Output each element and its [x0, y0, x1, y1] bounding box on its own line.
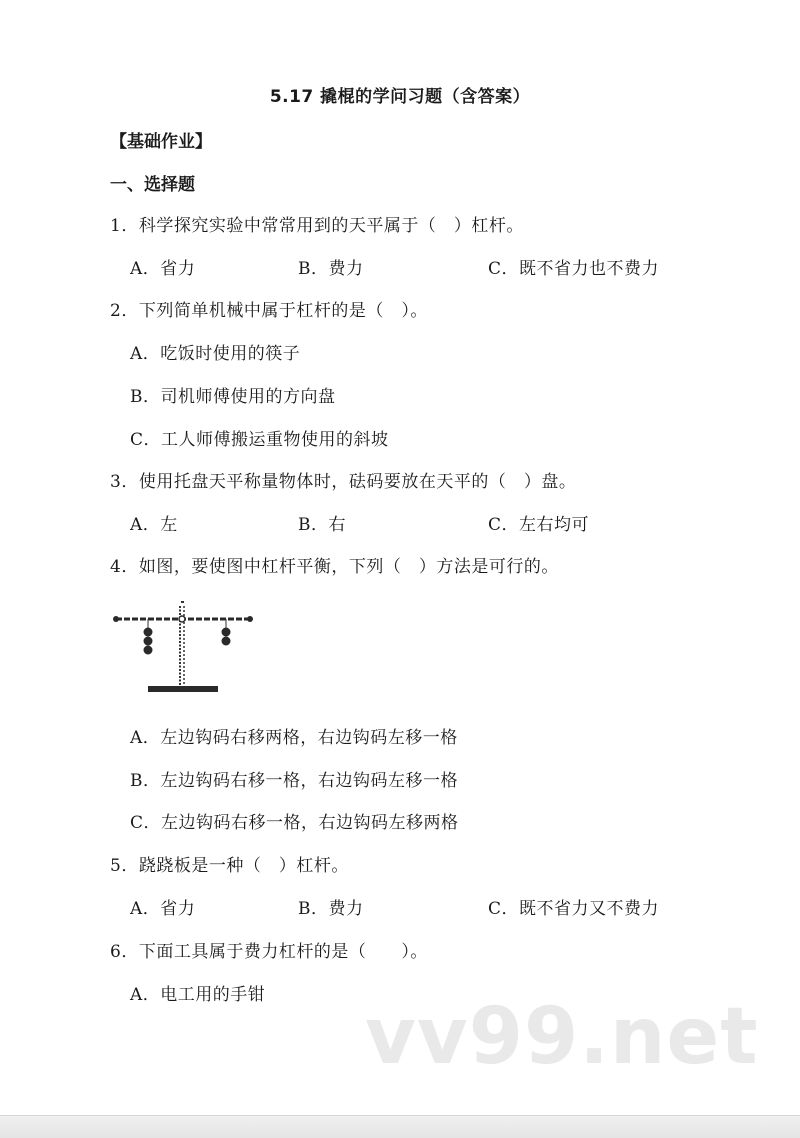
q3-option-a: A．左 — [130, 515, 178, 535]
q2-option-c: C．工人师傅搬运重物使用的斜坡 — [130, 430, 389, 450]
section-heading: 【基础作业】 — [110, 132, 212, 152]
q4-option-c: C．左边钩码右移一格，右边钩码左移两格 — [130, 813, 459, 833]
q1-option-b: B．费力 — [298, 259, 364, 279]
q3-option-b: B．右 — [298, 515, 346, 535]
watermark: vv99.net — [365, 992, 759, 1082]
q4-option-b: B．左边钩码右移一格，右边钩码左移一格 — [130, 771, 458, 791]
lever-base — [148, 686, 218, 692]
q5-option-a: A．省力 — [130, 899, 196, 919]
part-heading: 一、选择题 — [110, 175, 195, 195]
page-bottom-edge — [0, 1115, 800, 1138]
question-3: 3．使用托盘天平称量物体时，砝码要放在天平的（ ）盘。 — [110, 472, 577, 492]
lever-pivot — [179, 616, 185, 622]
beam-end-left — [113, 616, 119, 622]
question-5: 5．跷跷板是一种（ ）杠杆。 — [110, 856, 349, 876]
q1-option-a: A．省力 — [130, 259, 196, 279]
q2-option-b: B．司机师傅使用的方向盘 — [130, 387, 336, 407]
q5-option-b: B．费力 — [298, 899, 364, 919]
question-2: 2．下列简单机械中属于杠杆的是（ ）。 — [110, 301, 428, 321]
left-weight-2 — [144, 637, 153, 646]
page-title: 5.17 撬棍的学问习题（含答案） — [269, 87, 531, 107]
q2-option-a: A．吃饭时使用的筷子 — [130, 344, 301, 364]
left-weight-3 — [144, 646, 153, 655]
question-1: 1．科学探究实验中常常用到的天平属于（ ）杠杆。 — [110, 216, 524, 236]
q4-option-a: A．左边钩码右移两格，右边钩码左移一格 — [130, 728, 458, 748]
lever-balance-figure — [108, 598, 258, 698]
q5-option-c: C．既不省力又不费力 — [488, 899, 660, 919]
q6-option-a: A．电工用的手钳 — [130, 985, 266, 1005]
right-weight-2 — [222, 637, 231, 646]
q1-option-c: C．既不省力也不费力 — [488, 259, 660, 279]
left-weight-1 — [144, 628, 153, 637]
q3-option-c: C．左右均可 — [488, 515, 590, 535]
beam-end-right — [247, 616, 253, 622]
question-4: 4．如图，要使图中杠杆平衡，下列（ ）方法是可行的。 — [110, 557, 559, 577]
right-weight-1 — [222, 628, 231, 637]
question-6: 6．下面工具属于费力杠杆的是（ ）。 — [110, 942, 428, 962]
